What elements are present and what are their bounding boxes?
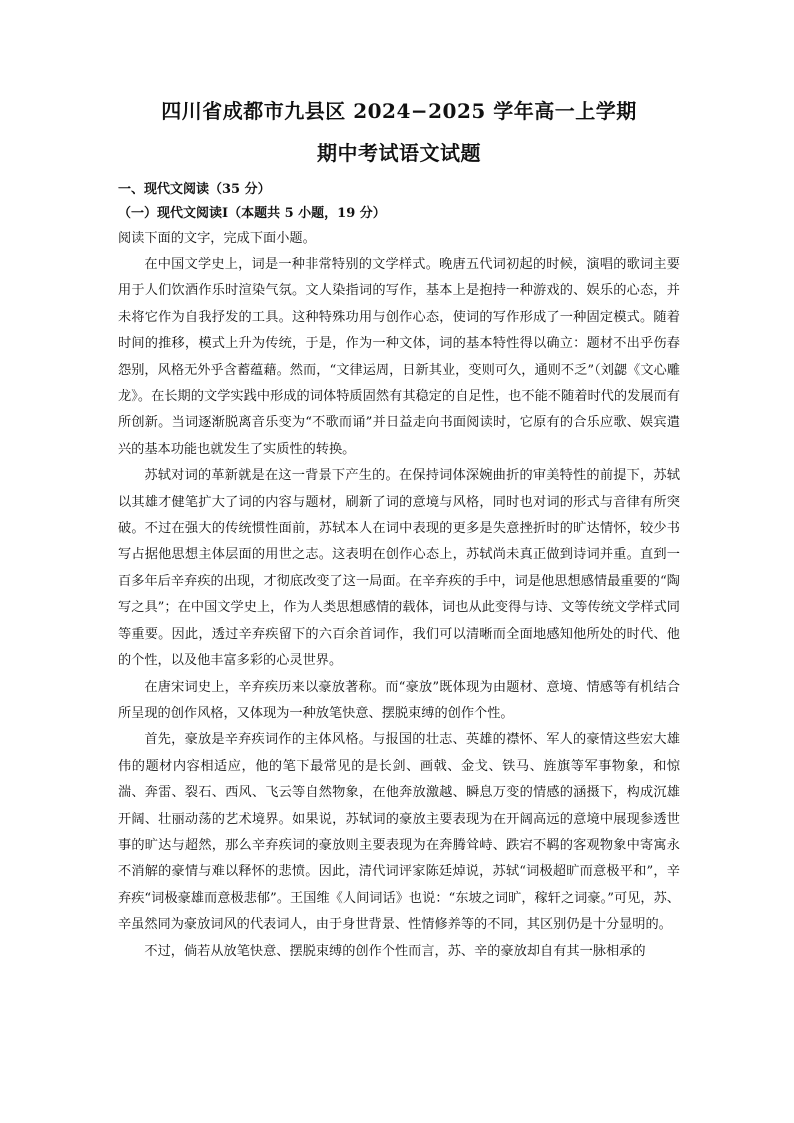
section-heading: 一、现代文阅读（35 分） — [118, 182, 271, 197]
passage-paragraph-2: 苏轼对词的革新就是在这一背景下产生的。在保持词体深婉曲折的审美特性的前提下，苏轼以其雄才健笔扩大了词的内容与题材，刷新了词的意境与风格，同时也对词的形式与音律有所突破。不过在强大的传统惯性面前，苏轼本人在词中表现的更多是失意挫折时的旷达情怀，较少书写占据他思想主体层面的用世之志。这表明在创作心态上，苏轼尚未真正做到诗词并重。直到一百多年后辛弃疾的出现，才彻底改变了这一局面。在辛弃疾的手中，词是他思想感情最重要的“陶写之具”；在中国文学史上，作为人类思想感情的载体，词也从此变得与诗、文等传统文学样式同等重要。因此，透过辛弃疾留下的六百余首词作，我们可以清晰而全面地感知他所处的时代、他的个性，以及他丰富多彩的心灵世界。 — [118, 468, 680, 669]
passage-paragraph-5: 不过，倘若从放笔快意、摆脱束缚的创作个性而言，苏、辛的豪放却自有其一脉相承的 — [144, 943, 646, 959]
reading-instruction: 阅读下面的文字，完成下面小题。 — [118, 231, 316, 246]
passage-paragraph-1: 在中国文学史上，词是一种非常特别的文学样式。晚唐五代词初起的时候，演唱的歌词主要用于人们饮酒作乐时渲染气氛。文人染指词的写作，基本上是抱持一种游戏的、娱乐的心态，并未将它作为自我抒发的工具。这种特殊功用与创作心态，使词的写作形成了一种固定模式。随着时间的推移，模式上升为传统，于是，作为一种文体，词的基本特性得以确立：题材不出乎伤春怨别，风格无外乎含蓄蕴藉。然而，“文律运周，日新其业，变则可久，通则不乏”（刘勰《文心雕龙》。在长期的文学实践中形成的词体特质固然有其稳定的自足性，也不能不随着时代的发展而有所创新。当词逐渐脱离音乐变为“不歌而诵”并日益走向书面阅读时，它原有的合乐应歌、娱宾遣兴的基本功能也就发生了实质性的转换。 — [118, 257, 680, 457]
passage-paragraph-4: 首先，豪放是辛弃疾词作的主体风格。与报国的壮志、英雄的襟怀、军人的豪情这些宏大雄伟的题材内容相适应，他的笔下最常见的是长剑、画戟、金戈、铁马、旌旗等军事物象，和惊湍、奔雷、裂石、西风、飞云等自然物象，在他奔放激越、瞬息万变的情感的涵摄下，构成沉雄开阔、壮丽动荡的艺术境界。如果说，苏轼词的豪放主要表现为在开阔高远的意境中展现参透世事的旷达与超然，那么辛弃疾词的豪放则主要表现为在奔腾耸峙、跌宕不羁的客观物象中寄寓永不消解的豪情与难以释怀的悲愤。因此，清代词评家陈廷焯说，苏轼“词极超旷而意极平和”，辛弃疾“词极豪雄而意极悲郁”。王国维《人间词话》也说：“东坡之词旷，稼轩之词豪。”可见，苏、辛虽然同为豪放词风的代表词人，由于身世背景、性情修养等的不同，其区别仍是十分显明的。 — [118, 732, 680, 933]
exam-title-line-2: 期中考试语文试题 — [317, 141, 481, 165]
passage-paragraph-3: 在唐宋词史上，辛弃疾历来以豪放著称。而“豪放”既体现为由题材、意境、情感等有机结合所呈现的创作风格，又体现为一种放笔快意、摆脱束缚的创作个性。 — [118, 679, 680, 721]
exam-title-line-1: 四川省成都市九县区 2024−2025 学年高一上学期 — [161, 99, 637, 123]
subsection-heading: （一）现代文阅读Ⅰ（本题共 5 小题，19 分） — [118, 206, 386, 221]
